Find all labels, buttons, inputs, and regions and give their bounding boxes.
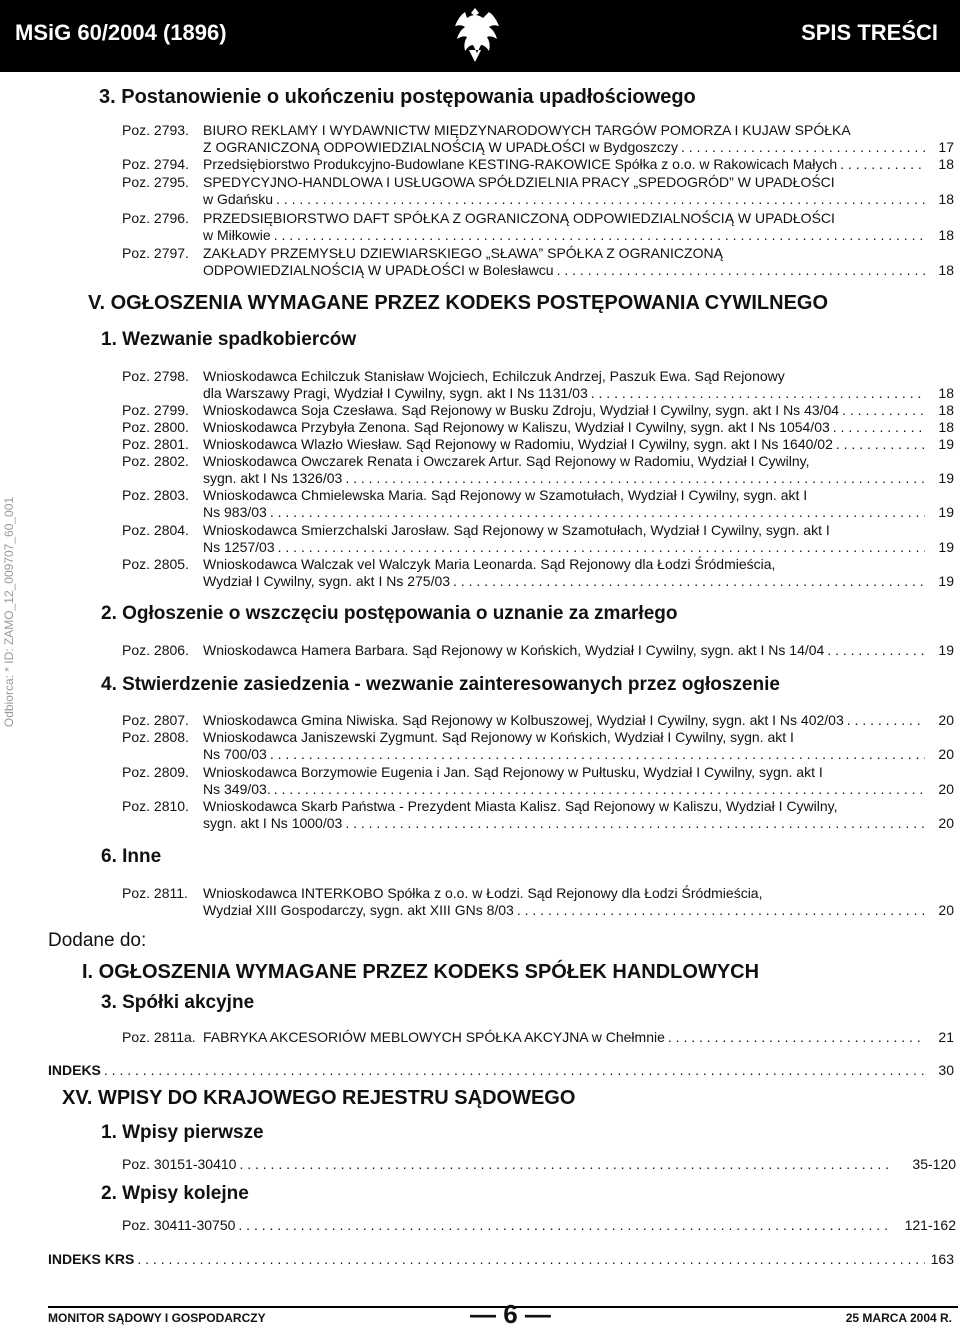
- entry-page: 19: [938, 573, 954, 589]
- toc-entry-2800[interactable]: [122, 419, 954, 436]
- section-name: SPIS TREŚCI: [801, 20, 938, 45]
- toc-entry-2802[interactable]: [122, 453, 954, 487]
- subsection-4-heading: 4. Stwierdzenie zasiedzenia - wezwanie zainteresowanych przez ogłoszenie: [101, 674, 780, 695]
- section-i-heading: I. OGŁOSZENIA WYMAGANE PRZEZ KODEKS SPÓŁEK HANDLOWYCH: [82, 961, 760, 983]
- publication-date: 25 MARCA 2004 R.: [845, 1311, 952, 1325]
- entry-page: 20: [938, 712, 954, 728]
- entry-number: Poz. 2805.: [122, 556, 189, 572]
- entry-page: 19: [938, 470, 954, 486]
- entry-number: Poz. 2806.: [122, 642, 189, 658]
- toc-entry-2811[interactable]: [122, 885, 954, 919]
- entry-text: Wnioskodawca Hamera Barbara. Sąd Rejonowy w Końskich, Wydział I Cywilny, sygn. akt I Ns 14/04: [203, 642, 825, 658]
- subsequent-entries-heading: 2. Wpisy kolejne: [101, 1183, 249, 1204]
- toc-entry-2798[interactable]: [122, 368, 954, 402]
- toc-entry-2809[interactable]: [122, 764, 954, 798]
- entry-number: Poz. 2808.: [122, 729, 189, 745]
- subsection-2-heading: 2. Ogłoszenie o wszczęciu postępowania o uznanie za zmarłego: [101, 603, 678, 624]
- entry-page: 20: [938, 746, 954, 762]
- first-entries-heading: 1. Wpisy pierwsze: [101, 1122, 264, 1143]
- entry-text: Wnioskodawca Echilczuk Stanisław Wojciech, Echilczuk Andrzej, Paszuk Ewa. Sąd Rejonowy: [203, 368, 785, 384]
- entry-text: Wnioskodawca INTERKOBO Spółka z o.o. w Łodzi. Sąd Rejonowy dla Łodzi Śródmieścia,: [203, 885, 763, 901]
- entry-number: Poz. 2807.: [122, 712, 189, 728]
- toc-entry-2801[interactable]: [122, 436, 954, 453]
- entry-number: Poz. 2795.: [122, 174, 189, 190]
- entry-page: 35-120: [912, 1156, 956, 1172]
- entry-page: 18: [938, 227, 954, 243]
- entry-text: Wnioskodawca Gmina Niwiska. Sąd Rejonowy w Kolbuszowej, Wydział I Cywilny, sygn. akt I Ns 402/03: [203, 712, 844, 728]
- issue-number: MSiG 60/2004 (1896): [15, 20, 227, 45]
- entry-number: Poz. 2804.: [122, 522, 189, 538]
- page-header: [0, 0, 960, 72]
- entry-text: FABRYKA AKCESORIÓW MEBLOWYCH SPÓŁKA AKCYJNA w Chełmnie: [203, 1029, 665, 1045]
- entry-text-cont: Wydział XIII Gospodarczy, sygn. akt XIII GNs 8/03: [203, 902, 514, 918]
- toc-entry-2811a[interactable]: [122, 1029, 954, 1046]
- toc-entry-2810[interactable]: [122, 798, 954, 832]
- entry-text-cont: Ns 349/03.: [203, 781, 271, 797]
- entry-page: 19: [938, 642, 954, 658]
- entry-number: Poz. 2809.: [122, 764, 189, 780]
- side-watermark: Odbiorca: * ID: ZAMO_12_009707_60_001: [2, 496, 16, 728]
- index-label: INDEKS: [48, 1062, 101, 1078]
- subsection-1-heading: 1. Wezwanie spadkobierców: [101, 329, 357, 350]
- entry-text: Wnioskodawca Walczak vel Walczyk Maria Leonarda. Sąd Rejonowy dla Łodzi Śródmieścia,: [203, 556, 776, 572]
- entry-number: Poz. 2802.: [122, 453, 189, 469]
- entry-text: Wnioskodawca Soja Czesława. Sąd Rejonowy w Busku Zdroju, Wydział I Cywilny, sygn. akt I Ns 43/04: [203, 402, 840, 418]
- entry-text-cont: w Miłkowie: [203, 227, 271, 243]
- entry-page: 18: [938, 419, 954, 435]
- toc-entry-2795[interactable]: [122, 174, 954, 208]
- entry-number: Poz. 2800.: [122, 419, 189, 435]
- section-3-heading: 3. Postanowienie o ukończeniu postępowania upadłościowego: [99, 86, 696, 108]
- eagle-emblem-icon: [447, 4, 503, 66]
- entry-page: 17: [938, 139, 954, 155]
- entry-page: 19: [938, 539, 954, 555]
- entry-page: 18: [938, 156, 954, 172]
- entry-number: Poz. 2797.: [122, 245, 189, 261]
- toc-entry-subsequent-entries[interactable]: [122, 1217, 956, 1234]
- toc-entry-2797[interactable]: [122, 245, 954, 279]
- added-to-label: Dodane do:: [48, 930, 147, 951]
- entry-text-cont: sygn. akt I Ns 1000/03: [203, 815, 343, 831]
- entry-number: Poz. 2798.: [122, 368, 189, 384]
- entry-text: SPEDYCYJNO-HANDLOWA I USŁUGOWA SPÓŁDZIELNIA PRACY „SPEDOGRÓD” W UPADŁOŚCI: [203, 174, 835, 190]
- entry-number: Poz. 2811.: [122, 885, 188, 901]
- toc-entry-2793[interactable]: [122, 122, 954, 156]
- toc-entry-2805[interactable]: [122, 556, 954, 590]
- entry-text-cont: dla Warszawy Pragi, Wydział I Cywilny, sygn. akt I Ns 1131/03: [203, 385, 588, 401]
- entry-text: BIURO REKLAMY I WYDAWNICTW MIĘDZYNARODOWYCH TARGÓW POMORZA I KUJAW SPÓŁKA: [203, 122, 851, 138]
- entry-page: 18: [938, 191, 954, 207]
- entry-number: Poz. 30411-30750: [122, 1217, 236, 1233]
- entry-number: Poz. 2810.: [122, 798, 189, 814]
- toc-entry-2794[interactable]: [122, 156, 954, 173]
- entry-number: Poz. 2811a.: [122, 1029, 196, 1045]
- entry-text: Wnioskodawca Wlazło Wiesław. Sąd Rejonowy w Radomiu, Wydział I Cywilny, sygn. akt I Ns 1640/02: [203, 436, 833, 452]
- entry-text-cont: Ns 700/03: [203, 746, 267, 762]
- entry-page: 20: [938, 902, 954, 918]
- subsection-3-joint-stock-heading: 3. Spółki akcyjne: [101, 992, 255, 1013]
- entry-text: Wnioskodawca Janiszewski Zygmunt. Sąd Rejonowy w Końskich, Wydział I Cywilny, sygn. akt I: [203, 729, 794, 745]
- toc-entry-index[interactable]: [48, 1062, 954, 1079]
- entry-text: Przedsiębiorstwo Produkcyjno-Budowlane KESTING-RAKOWICE Spółka z o.o. w Rakowicach Małych: [203, 156, 838, 172]
- index-krs-label: INDEKS KRS: [48, 1251, 135, 1267]
- toc-entry-2808[interactable]: [122, 729, 954, 763]
- toc-entry-first-entries[interactable]: [122, 1156, 956, 1173]
- entry-text-cont: Wydział I Cywilny, sygn. akt I Ns 275/03: [203, 573, 451, 589]
- entry-text-cont: w Gdańsku: [203, 191, 274, 207]
- entry-text-cont: Ns 983/03: [203, 504, 267, 520]
- entry-text-cont: sygn. akt I Ns 1326/03: [203, 470, 343, 486]
- entry-text: Wnioskodawca Smierzchalski Jarosław. Sąd Rejonowy w Szamotułach, Wydział I Cywilny, sygn. akt I: [203, 522, 830, 538]
- entry-page: 21: [938, 1029, 954, 1045]
- entry-text: ZAKŁADY PRZEMYSŁU DZIEWIARSKIEGO „SŁAWA” SPÓŁKA Z OGRANICZONĄ: [203, 245, 723, 261]
- toc-entry-2807[interactable]: [122, 712, 954, 729]
- entry-number: Poz. 2794.: [122, 156, 189, 172]
- entry-text: Wnioskodawca Skarb Państwa - Prezydent Miasta Kalisz. Sąd Rejonowy w Kaliszu, Wydział I Cywilny,: [203, 798, 838, 814]
- entry-page: 20: [938, 815, 954, 831]
- entry-number: Poz. 2803.: [122, 487, 189, 503]
- toc-entry-index-krs[interactable]: [48, 1251, 954, 1268]
- entry-page: 30: [938, 1062, 954, 1078]
- entry-text: Wnioskodawca Chmielewska Maria. Sąd Rejonowy w Szamotułach, Wydział I Cywilny, sygn. akt I: [203, 487, 808, 503]
- section-xv-heading: XV. WPISY DO KRAJOWEGO REJESTRU SĄDOWEGO: [62, 1087, 576, 1109]
- section-v-heading: V. OGŁOSZENIA WYMAGANE PRZEZ KODEKS POSTĘPOWANIA CYWILNEGO: [88, 292, 829, 314]
- entry-text: Wnioskodawca Owczarek Renata i Owczarek Artur. Sąd Rejonowy w Radomiu, Wydział I Cywilny,: [203, 453, 810, 469]
- entry-number: Poz. 2801.: [122, 436, 189, 452]
- entry-text-cont: Ns 1257/03: [203, 539, 275, 555]
- entry-page: 163: [930, 1251, 954, 1267]
- entry-text: Wnioskodawca Przybyła Zenona. Sąd Rejonowy w Kaliszu, Wydział I Cywilny, sygn. akt I Ns 1054/03: [203, 419, 830, 435]
- entry-page: 20: [938, 781, 954, 797]
- publication-name: MONITOR SĄDOWY I GOSPODARCZY: [48, 1311, 266, 1325]
- entry-number: Poz. 30151-30410: [122, 1156, 237, 1172]
- entry-text-cont: Z OGRANICZONĄ ODPOWIEDZIALNOŚCIĄ W UPADŁOŚCI w Bydgoszczy: [203, 139, 679, 155]
- toc-entry-2804[interactable]: [122, 522, 954, 556]
- page-number: — 6 —: [470, 1299, 551, 1329]
- entry-page: 18: [938, 385, 954, 401]
- toc-entry-2806[interactable]: [122, 642, 954, 659]
- entry-page: 19: [938, 436, 954, 452]
- subsection-6-heading: 6. Inne: [101, 846, 162, 867]
- entry-text: Wnioskodawca Borzymowie Eugenia i Jan. Sąd Rejonowy w Pułtusku, Wydział I Cywilny, sygn. akt I: [203, 764, 823, 780]
- entry-text-cont: ODPOWIEDZIALNOŚCIĄ W UPADŁOŚCI w Bolesławcu: [203, 262, 554, 278]
- entry-page: 18: [938, 262, 954, 278]
- entry-number: Poz. 2799.: [122, 402, 189, 418]
- toc-entry-2799[interactable]: [122, 402, 954, 419]
- toc-entry-2803[interactable]: [122, 487, 954, 521]
- toc-entry-2796[interactable]: [122, 210, 954, 244]
- entry-page: 18: [938, 402, 954, 418]
- entry-number: Poz. 2793.: [122, 122, 189, 138]
- entry-number: Poz. 2796.: [122, 210, 189, 226]
- entry-page: 19: [938, 504, 954, 520]
- entry-page: 121-162: [904, 1217, 956, 1233]
- entry-text: PRZEDSIĘBIORSTWO DAFT SPÓŁKA Z OGRANICZONĄ ODPOWIEDZIALNOŚCIĄ W UPADŁOŚCI: [203, 210, 835, 226]
